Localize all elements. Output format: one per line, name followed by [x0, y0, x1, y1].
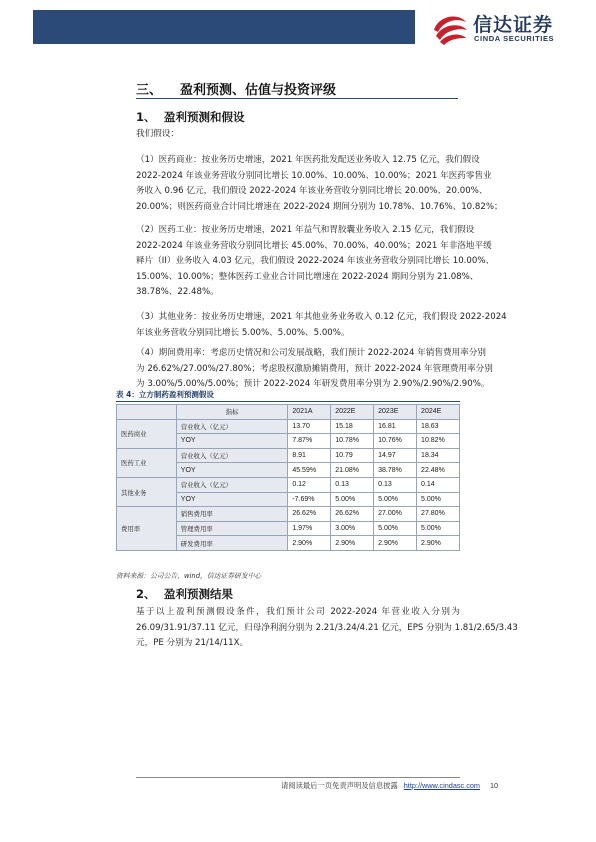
table-label-cell: YOY: [176, 492, 288, 507]
header-banner: [33, 10, 415, 44]
table-value-cell: 10.82%: [417, 434, 460, 449]
table-value-cell: 22.48%: [417, 463, 460, 478]
table-header-cell: 指标: [176, 405, 288, 420]
table-value-cell: -7.69%: [288, 492, 331, 507]
paragraph-pharma-commerce: [136, 153, 503, 215]
table-category-cell: 费用率: [117, 507, 177, 551]
footer: [281, 781, 498, 791]
table-value-cell: 0.14: [417, 477, 460, 492]
text-line: 15.00%、10.00%；整体医药工业业合计同比增速在 2022-2024 期间分别为 21.08%、: [136, 271, 479, 282]
section-number: 三、: [136, 83, 163, 98]
table-label-cell: 管理费用率: [176, 521, 288, 536]
table-value-cell: 0.13: [331, 477, 374, 492]
table-rule: [116, 401, 460, 402]
text-line: 20.00%；则医药商业合计同比增速在 2022-2024 期间分别为 10.78%、10.76%、10.82%；: [136, 201, 503, 212]
table-caption: 表 4：立方制药盈利预测假设: [116, 390, 214, 399]
subsection-heading-2: [136, 586, 233, 602]
paragraph-pharma-industry: [136, 223, 495, 301]
table-label-cell: YOY: [176, 463, 288, 478]
table-value-cell: 14.97: [374, 448, 417, 463]
text-line: 2022-2024 年该业务营收分别同比增长 45.00%、70.00%、40.00%；2021 年非洛地平缓: [136, 240, 492, 251]
table-value-cell: 26.62%: [288, 507, 331, 522]
text-line: 释片（II）业务收入 4.03 亿元，我们假设 2022-2024 年该业务营收分别同比增长 10.00%、: [136, 256, 495, 266]
table-value-cell: 10.78%: [331, 434, 374, 449]
text-line: （3）其他业务：按业务历史增速，2021 年其他业务业务收入 0.12 亿元，我们假设 2022-2024: [136, 312, 507, 322]
table-header-cell: 2022E: [331, 405, 374, 420]
subsection-number: 1、: [136, 110, 156, 124]
text-line: 为 3.00%/5.00%/5.00%；预计 2022-2024 年研发费用率分别为 2.90%/2.90%/2.90%。: [136, 379, 490, 389]
table-value-cell: 5.00%: [374, 492, 417, 507]
table-value-cell: 18.34: [417, 448, 460, 463]
company-logo: [430, 8, 580, 48]
table-source: 资料来源：公司公告，wind，信达证券研发中心: [116, 572, 262, 580]
footer-disclaimer: 请阅读最后一页免责声明及信息披露: [281, 781, 398, 790]
table-value-cell: 7.87%: [288, 434, 331, 449]
table-row: [117, 448, 460, 463]
table-label-cell: 营业收入（亿元）: [176, 448, 288, 463]
subsection-number: 2、: [136, 587, 156, 601]
table-header-cell: 2023E: [374, 405, 417, 420]
text-line: 年该业务营收分别同比增长 5.00%、5.00%、5.00%。: [136, 327, 350, 338]
subsection-title: 盈利预测和假设: [164, 110, 245, 124]
paragraph-expenses: [136, 346, 493, 393]
table-value-cell: 15.18: [331, 419, 374, 434]
table-header-cell: 2024E: [417, 405, 460, 420]
table-value-cell: 5.00%: [374, 521, 417, 536]
table-value-cell: 2.90%: [288, 536, 331, 551]
page-number: 10: [490, 781, 499, 790]
table-value-cell: 3.00%: [331, 521, 374, 536]
logo-english-text: CINDA SECURITIES: [474, 34, 555, 43]
table-value-cell: 0.12: [288, 477, 331, 492]
table-value-cell: 5.00%: [331, 492, 374, 507]
text-line: （1）医药商业：按业务历史增速，2021 年医药批发配送业务收入 12.75 亿元，我们假设: [136, 155, 480, 165]
table-label-cell: 营业收入（亿元）: [176, 419, 288, 434]
table-value-cell: 2.90%: [331, 536, 374, 551]
table-row: [117, 477, 460, 492]
section-heading: [136, 79, 336, 98]
table-header-row: [117, 405, 460, 420]
footer-website-link[interactable]: http://www.cindasc.com: [403, 781, 480, 790]
table-value-cell: 10.76%: [374, 434, 417, 449]
table-category-cell: 医药工业: [117, 448, 177, 477]
table-label-cell: YOY: [176, 434, 288, 449]
subsection-heading-1: [136, 109, 245, 125]
section-rule: [136, 98, 458, 99]
subsection-title: 盈利预测结果: [164, 587, 233, 601]
table-category-cell: 医药商业: [117, 419, 177, 448]
intro-paragraph: [136, 127, 460, 143]
intro-text: 我们假设：: [136, 129, 179, 139]
paragraph-results: [136, 605, 518, 652]
table-value-cell: 26.62%: [331, 507, 374, 522]
table-value-cell: 1.97%: [288, 521, 331, 536]
table-value-cell: 5.00%: [417, 521, 460, 536]
table-value-cell: 27.80%: [417, 507, 460, 522]
table-header-cell: 2021A: [288, 405, 331, 420]
table-value-cell: 8.91: [288, 448, 331, 463]
text-line: 26.09/31.91/37.11 亿元，归母净利润分别为 2.21/3.24/4.21 亿元，EPS 分别为 1.81/2.65/3.43: [136, 622, 518, 633]
paragraph-other-business: [136, 310, 507, 341]
text-line: 2022-2024 年该业务营收分别同比增长 10.00%、10.00%、10.00%；2021 年医药零售业: [136, 170, 492, 181]
table-value-cell: 2.90%: [374, 536, 417, 551]
footer-rule: [136, 777, 460, 778]
table-value-cell: 21.08%: [331, 463, 374, 478]
table-label-cell: 营业收入（亿元）: [176, 477, 288, 492]
table-value-cell: 27.00%: [374, 507, 417, 522]
table-value-cell: 45.59%: [288, 463, 331, 478]
table-value-cell: 2.90%: [417, 536, 460, 551]
table-category-cell: 其他业务: [117, 477, 177, 506]
table-value-cell: 16.81: [374, 419, 417, 434]
text-line: （2）医药工业：按业务历史增速，2021 年益气和胃胶囊业务收入 2.15 亿元，我们假设: [136, 225, 475, 235]
text-line: 务收入 0.96 亿元，我们假设 2022-2024 年该业务营收分别同比增长 20.00%、20.00%、: [136, 186, 488, 196]
table-value-cell: 10.79: [331, 448, 374, 463]
table-row: [117, 507, 460, 522]
table-label-cell: 销售费用率: [176, 507, 288, 522]
table-value-cell: 13.70: [288, 419, 331, 434]
text-line: 元，PE 分别为 21/14/11X。: [136, 638, 249, 648]
text-line: 38.78%、22.48%。: [136, 287, 219, 297]
table-value-cell: 0.13: [374, 477, 417, 492]
cinda-logo-icon: [430, 8, 470, 48]
table-value-cell: 18.63: [417, 419, 460, 434]
text-line: （4）期间费用率：考虑历史情况和公司发展战略，我们预计 2022-2024 年销售费用率分别: [136, 348, 486, 358]
table-row: [117, 419, 460, 434]
forecast-table: [116, 404, 460, 551]
logo-chinese-text: 信达证券: [473, 14, 554, 36]
text-line: 为 26.62%/27.00%/27.80%；考虑股权激励摊销费用，预计 2022-2024 年管理费用率分别: [136, 363, 493, 374]
table-value-cell: 5.00%: [417, 492, 460, 507]
table-label-cell: 研发费用率: [176, 536, 288, 551]
section-title: 盈利预测、估值与投资评级: [180, 83, 337, 98]
table-value-cell: 38.78%: [374, 463, 417, 478]
text-line: 基于以上盈利预测假设条件，我们预计公司 2022-2024 年营业收入分别为: [136, 607, 460, 617]
